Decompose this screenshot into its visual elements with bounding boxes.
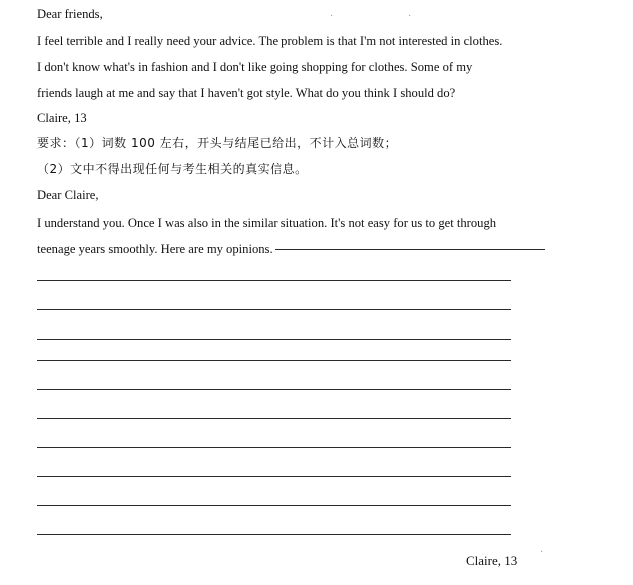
scan-speck: · [330, 11, 334, 22]
letter-greeting: Dear friends, [37, 7, 103, 21]
scan-speck: · [408, 11, 412, 22]
answer-rule-6[interactable] [37, 418, 511, 419]
answer-rule-4[interactable] [37, 360, 511, 361]
requirement-2: （2）文中不得出现任何与考生相关的真实信息。 [37, 162, 308, 176]
reply-line-2: teenage years smoothly. Here are my opinions. [37, 242, 273, 256]
letter-line-1: I feel terrible and I really need your advice. The problem is that I'm not interested in clothes. [37, 34, 503, 48]
reply-line-1: I understand you. Once I was also in the similar situation. It's not easy for us to get through [37, 216, 497, 230]
answer-rule-2[interactable] [37, 309, 511, 310]
letter-signature: Claire, 13 [37, 111, 87, 125]
answer-rule-10[interactable] [37, 534, 511, 535]
answer-rule-5[interactable] [37, 389, 511, 390]
answer-rule-8[interactable] [37, 476, 511, 477]
answer-rule-7[interactable] [37, 447, 511, 448]
answer-rule-3[interactable] [37, 339, 511, 340]
letter-line-3: friends laugh at me and say that I haven't got style. What do you think I should do? [37, 86, 456, 100]
reply-signature: Claire, 13 [466, 553, 518, 568]
letter-line-2: I don't know what's in fashion and I don't like going shopping for clothes. Some of my [37, 60, 473, 74]
requirement-1: 要求：（1）词数 100 左右，开头与结尾已给出，不计入总词数； [37, 136, 398, 150]
scan-speck: · [540, 547, 544, 558]
answer-rule-9[interactable] [37, 505, 511, 506]
reply-greeting: Dear Claire, [37, 188, 99, 202]
answer-rule-0[interactable] [275, 249, 545, 250]
answer-rule-1[interactable] [37, 280, 511, 281]
